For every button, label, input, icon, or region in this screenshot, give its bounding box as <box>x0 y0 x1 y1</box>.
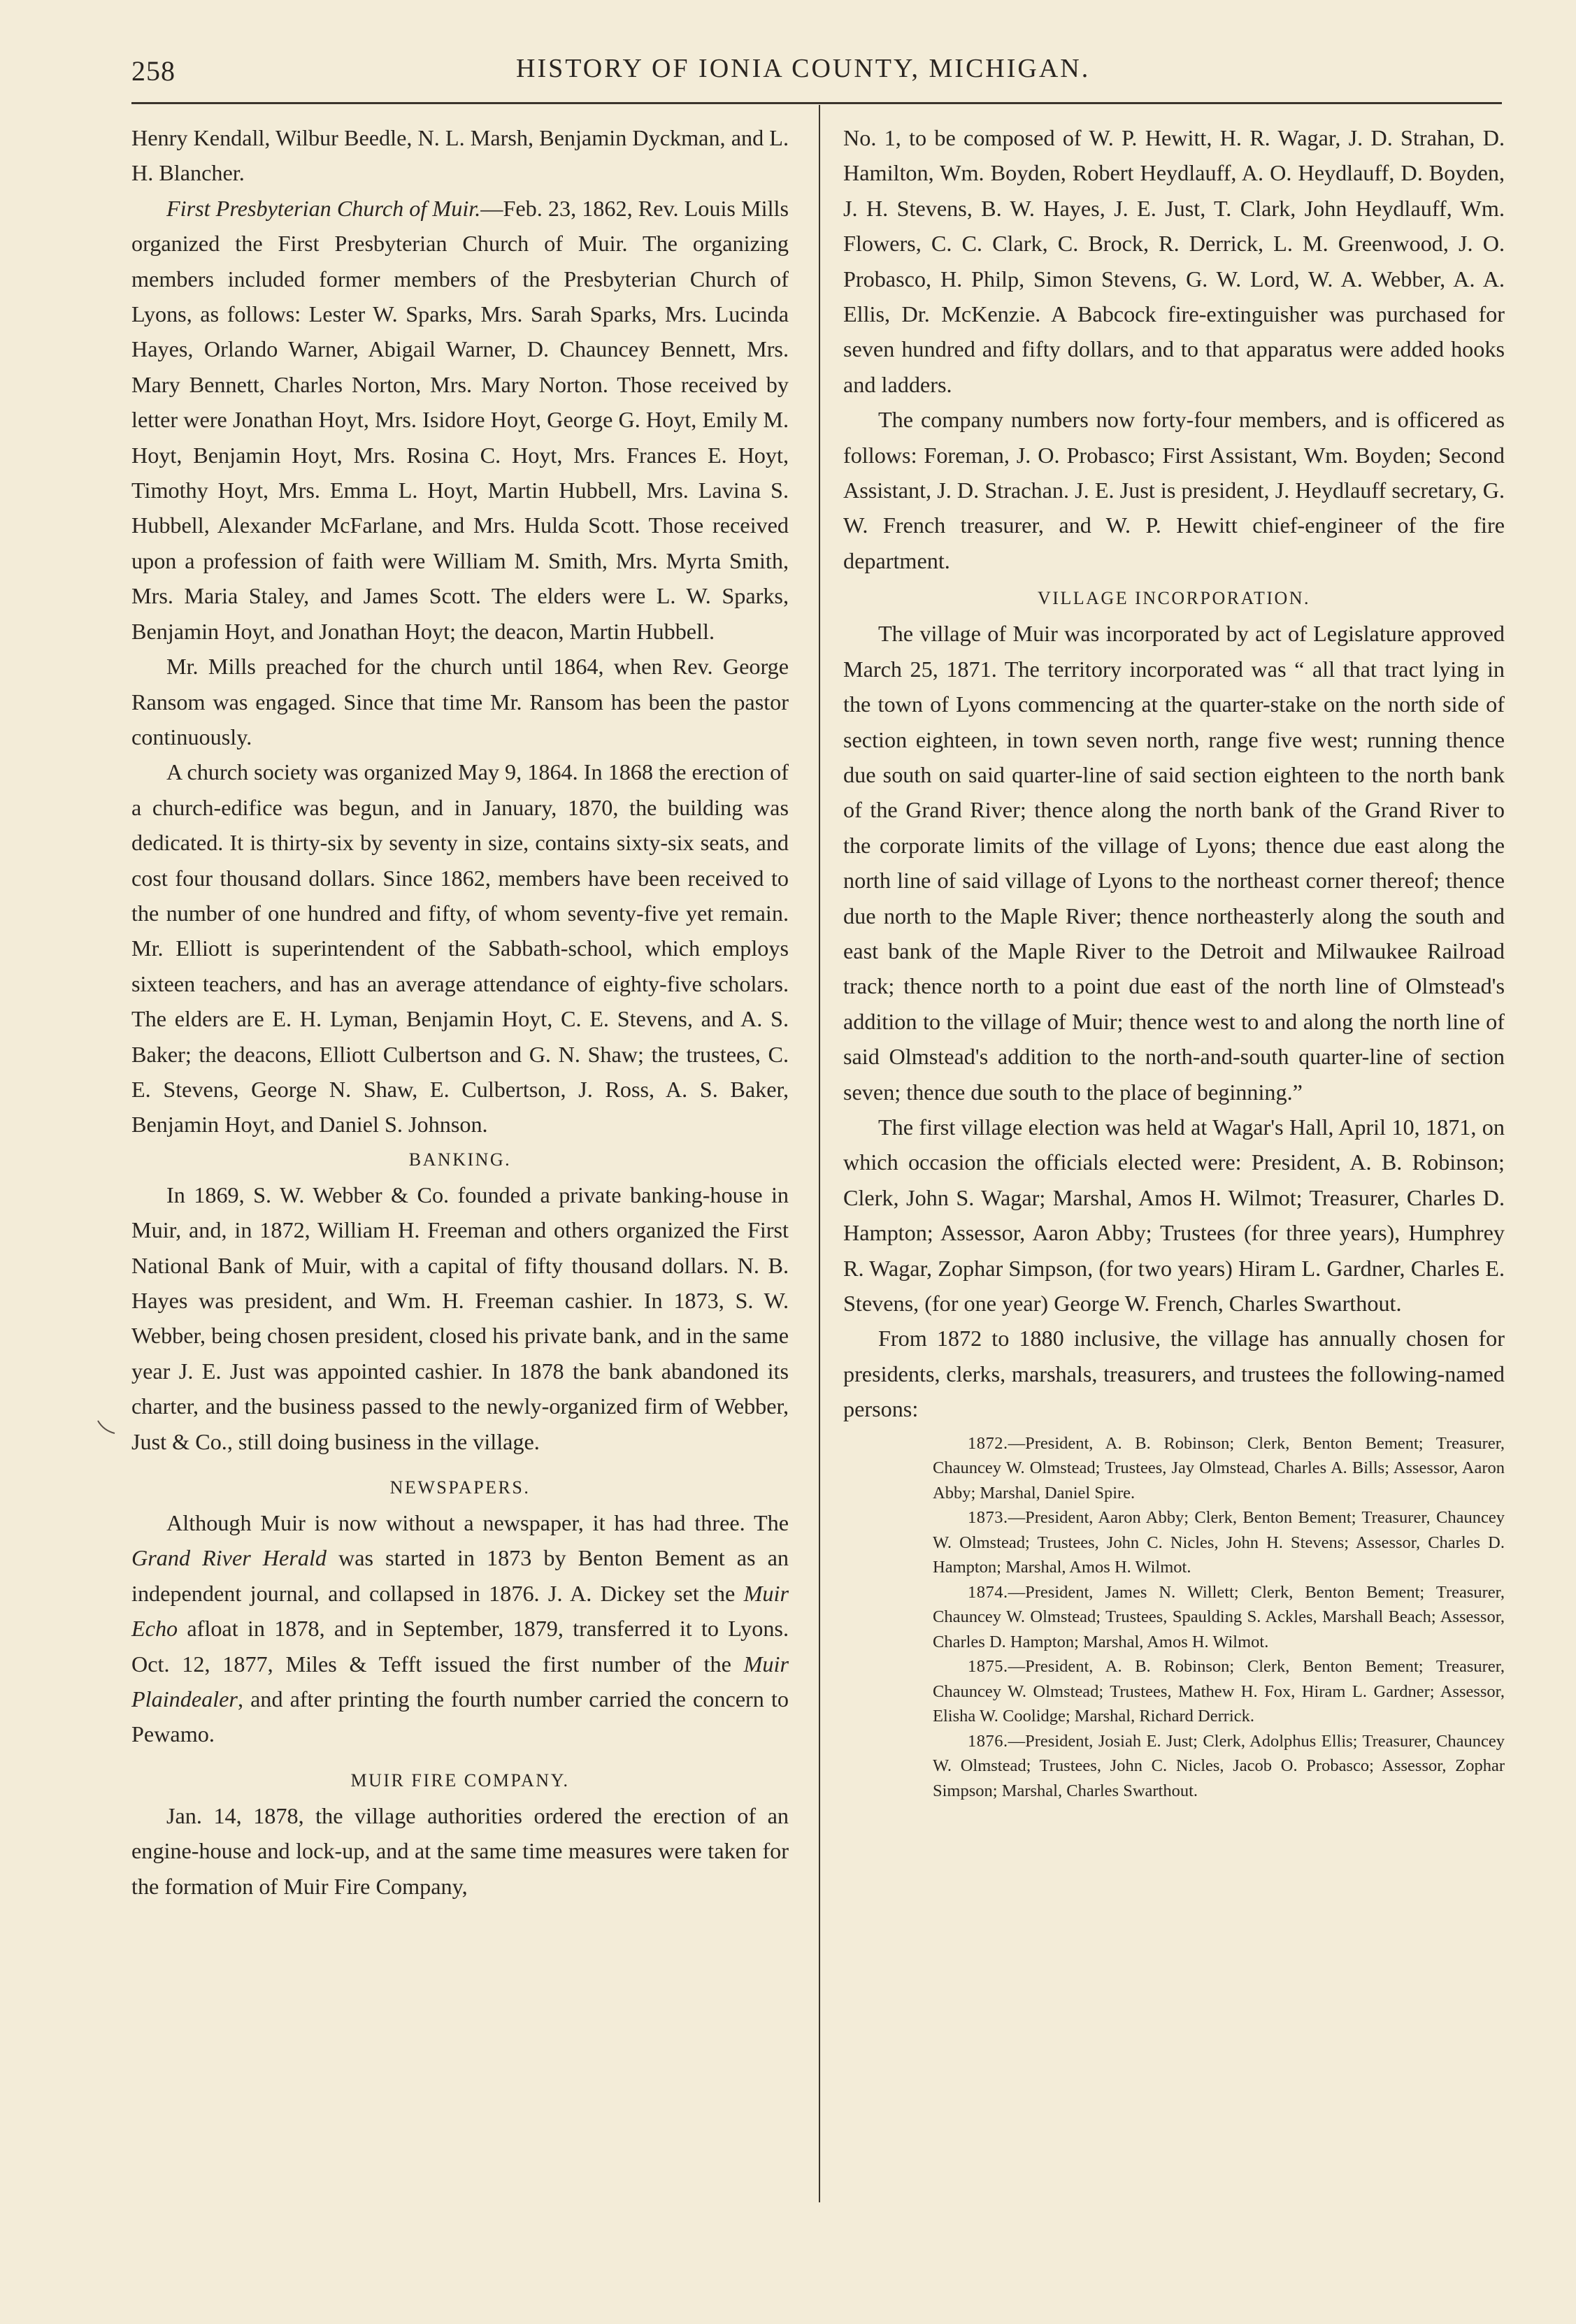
heading-banking: BANKING. <box>408 1149 512 1170</box>
paragraph-banking: In 1869, S. W. Webber & Co. founded a private banking-house in Muir, and, in 1872, William H. Freeman and others organized the First National Bank of Muir, with a capital of fifty thousand dollars. N. B. Hayes was president, and Wm. H. Freeman cashier. In 1873, S. W. Webber, being chosen president, closed his private bank, and in the same year J. E. Just was appointed cashier. In 1878 the bank abandoned its charter, and the business passed to the newly-organized firm of Webber, Just & Co., still doing business in the village. <box>131 1182 789 1454</box>
news-text-a: Although Muir is now without a newspaper, it has had three. The <box>166 1510 789 1536</box>
officer-entry <box>843 1729 1505 1804</box>
newspaper-title-plaindealer: Muir Plaindealer <box>131 1651 789 1712</box>
entry-year: 1876. <box>968 1731 1008 1751</box>
heading-newspapers: NEWSPAPERS. <box>389 1477 531 1498</box>
entry-year: 1875. <box>968 1657 1008 1677</box>
entry-text: —President, James N. Willett; Clerk, Benton Bement; Treasurer, Chauncey W. Olmstead; Trustees, Spaulding S. Ackles, Marshall Beach; Assessor, Charles D. Hampton; Marshal, Amos H. Wilmot. <box>933 1582 1505 1651</box>
paragraph-fire-members: No. 1, to be composed of W. P. Hewitt, H. R. Wagar, J. D. Strahan, D. Hamilton, Wm. Boyden, Robert Heydlauff, A. O. Heydlauff, D. Boyden, J. H. Stevens, B. W. Hayes, J. E. Just, T. Clark, John Heydlauff, Wm. Flowers, C. C. Clark, C. Brock, R. Derrick, L. M. Greenwood, J. O. Probasco, H. Philp, Simon Stevens, G. W. Lord, W. A. Webber, A. A. Ellis, Dr. McKenzie. A Babcock fire-extinguisher was purchased for seven hundred and fifty dollars, and to that apparatus were added hooks and ladders. <box>843 125 1505 397</box>
heading-fire-company: MUIR FIRE COMPANY. <box>350 1770 570 1791</box>
right-column <box>843 120 1505 1803</box>
entry-text: —President, Aaron Abby; Clerk, Benton Bement; Treasurer, Chauncey W. Olmstead; Trustees, John C. Nicles, John H. Stevens; Assessor, Charles D. Hampton; Marshal, Amos H. Wilmot. <box>933 1508 1505 1577</box>
paragraph-presbyterian-text: —Feb. 23, 1862, Rev. Louis Mills organized the First Presbyterian Church of Muir. The organizing members included former members of the Presbyterian Church of Lyons, as follows: Lester W. Sparks, Mrs. Sarah Sparks, Mrs. Lucinda Hayes, Orlando Warner, Abigail Warner, D. Chauncey Bennett, Mrs. Mary Bennett, Charles Norton, Mrs. Mary Norton. Those received by letter were Jonathan Hoyt, Mrs. Isidore Hoyt, George G. Hoyt, Emily M. Hoyt, Benjamin Hoyt, Mrs. Rosina C. Hoyt, Mrs. Frances E. Hoyt, Timothy Hoyt, Mrs. Emma L. Hoyt, Martin Hubbell, Mrs. Lavina S. Hubbell, Alexander McFarlane, and Mrs. Hulda Scott. Those received upon a profession of faith were William M. Smith, Mrs. Myrta Smith, Mrs. Maria Staley, and James Scott. The elders were L. W. Sparks, Benjamin Hoyt, and Jonathan Hoyt; the deacon, Martin Hubbell. <box>131 195 789 644</box>
page-header <box>131 49 1502 91</box>
paragraph-kendall: Henry Kendall, Wilbur Beedle, N. L. Marsh, Benjamin Dyckman, and L. H. Blancher. <box>131 125 789 186</box>
officer-entry <box>843 1505 1505 1580</box>
margin-pencil-mark <box>96 1416 117 1437</box>
officer-entry <box>843 1580 1505 1655</box>
paragraph-annual-officers: From 1872 to 1880 inclusive, the village has annually chosen for presidents, clerks, marshals, treasurers, and trustees the following-named persons: <box>843 1326 1505 1422</box>
paragraph-mills: Mr. Mills preached for the church until 1864, when Rev. George Ransom was engaged. Since that time Mr. Ransom has been the pastor continuously. <box>131 654 789 749</box>
news-text-b: was started in 1873 by Benton Bement as an independent journal, and collapsed in 1876. J. A. Dickey set the <box>131 1545 789 1606</box>
officer-entry <box>843 1654 1505 1729</box>
paragraph-church-society: A church society was organized May 9, 1864. In 1868 the erection of a church-edifice was begun, and in January, 1870, the building was dedicated. It is thirty-six by seventy in size, contains sixty-six seats, and cost four thousand dollars. Since 1862, members have been received to the number of one hundred and fifty, of whom seventy-five yet remain. Mr. Elliott is superintendent of the Sabbath-school, which employs sixteen teachers, and has an average attendance of eighty-five scholars. The elders are E. H. Lyman, Benjamin Hoyt, C. E. Stevens, and A. S. Baker; the deacons, Elliott Culbertson and G. N. Shaw; the trustees, C. E. Stevens, George N. Shaw, E. Culbertson, J. Ross, A. S. Baker, Benjamin Hoyt, and Daniel S. Johnson. <box>131 759 789 1138</box>
paragraph-village-incorporation: The village of Muir was incorporated by act of Legislature approved March 25, 1871. The territory incorporated was “ all that tract lying in the town of Lyons commencing at the quarter-stake on the north side of section eighteen, in town seven north, range five west; running thence due south on said quarter-line of said section eighteen to the north bank of the Grand River; thence along the north bank of the Grand River to the corporate limits of the village of Lyons; thence due east along the north line of said village of Lyons to the northeast corner thereof; thence due north to the Maple River; thence northeasterly along the south and east bank of the Maple River to the Detroit and Milwaukee Railroad track; thence north to a point due east of the north line of Olmstead's addition to the village of Muir; thence west to and along the north line of said Olmstead's addition to the north-and-south quarter-line of section seven; thence due south to the place of beginning.” <box>843 621 1505 1105</box>
paragraph-presbyterian <box>131 191 789 649</box>
entry-year: 1873. <box>968 1508 1008 1528</box>
entry-text: —President, A. B. Robinson; Clerk, Benton Bement; Treasurer, Chauncey W. Olmstead; Trustees, Jay Olmstead, Charles A. Bills; Assessor, Aaron Abby; Marshal, Daniel Spire. <box>933 1433 1505 1502</box>
heading-village-incorporation: VILLAGE INCORPORATION. <box>1037 588 1311 609</box>
news-text-c: afloat in 1878, and in September, 1879, transferred it to Lyons. Oct. 12, 1877, Miles & Tefft issued the first number of the <box>131 1616 789 1677</box>
officer-entry <box>843 1431 1505 1506</box>
header-rule <box>131 102 1502 104</box>
page-number: 258 <box>131 55 175 87</box>
paragraph-fire-company: Jan. 14, 1878, the village authorities ordered the erection of an engine-house and lock-up, and at the same time measures were taken for the formation of Muir Fire Company, <box>131 1802 789 1899</box>
officer-entries-list <box>843 1431 1505 1804</box>
news-text-d: , and after printing the fourth number carried the concern to Pewamo. <box>131 1686 789 1747</box>
paragraph-first-election: The first village election was held at Wagar's Hall, April 10, 1871, on which occasion the officials elected were: President, A. B. Robinson; Clerk, John S. Wagar; Marshal, Amos H. Wilmot; Treasurer, Charles D. Hampton; Assessor, Aaron Abby; Trustees (for three years), Humphrey R. Wagar, Zophar Simpson, (for two years) Hiram L. Gardner, Charles E. Stevens, (for one year) George W. French, Charles Swarthout. <box>843 1114 1505 1316</box>
newspaper-title-herald: Grand River Herald <box>131 1545 327 1571</box>
left-column <box>131 120 789 1904</box>
paragraph-company-officers: The company numbers now forty-four members, and is officered as follows: Foreman, J. O. Probasco; First Assistant, Wm. Boyden; Second Assistant, J. D. Strachan. J. E. Just is president, J. Heydlauff secretary, G. W. French treasurer, and W. P. Hewitt chief-engineer of the fire department. <box>843 407 1505 573</box>
newspaper-title-echo: Muir Echo <box>131 1580 789 1642</box>
running-title: HISTORY OF IONIA COUNTY, MICHIGAN. <box>516 54 1091 83</box>
entry-year: 1874. <box>968 1582 1008 1602</box>
section-lead-in: First Presbyterian Church of Muir. <box>166 195 481 221</box>
paragraph-newspapers <box>131 1505 789 1752</box>
entry-text: —President, Josiah E. Just; Clerk, Adolphus Ellis; Treasurer, Chauncey W. Olmstead; Trustees, John C. Nicles, Jacob O. Probasco; Assessor, Zophar Simpson; Marshal, Charles Swarthout. <box>933 1731 1505 1800</box>
column-divider <box>819 105 820 2202</box>
entry-text: —President, A. B. Robinson; Clerk, Benton Bement; Treasurer, Chauncey W. Olmstead; Trustees, Mathew H. Fox, Hiram L. Gardner; Assessor, Elisha W. Coolidge; Marshal, Richard Derrick. <box>933 1657 1505 1726</box>
entry-year: 1872. <box>968 1433 1008 1453</box>
